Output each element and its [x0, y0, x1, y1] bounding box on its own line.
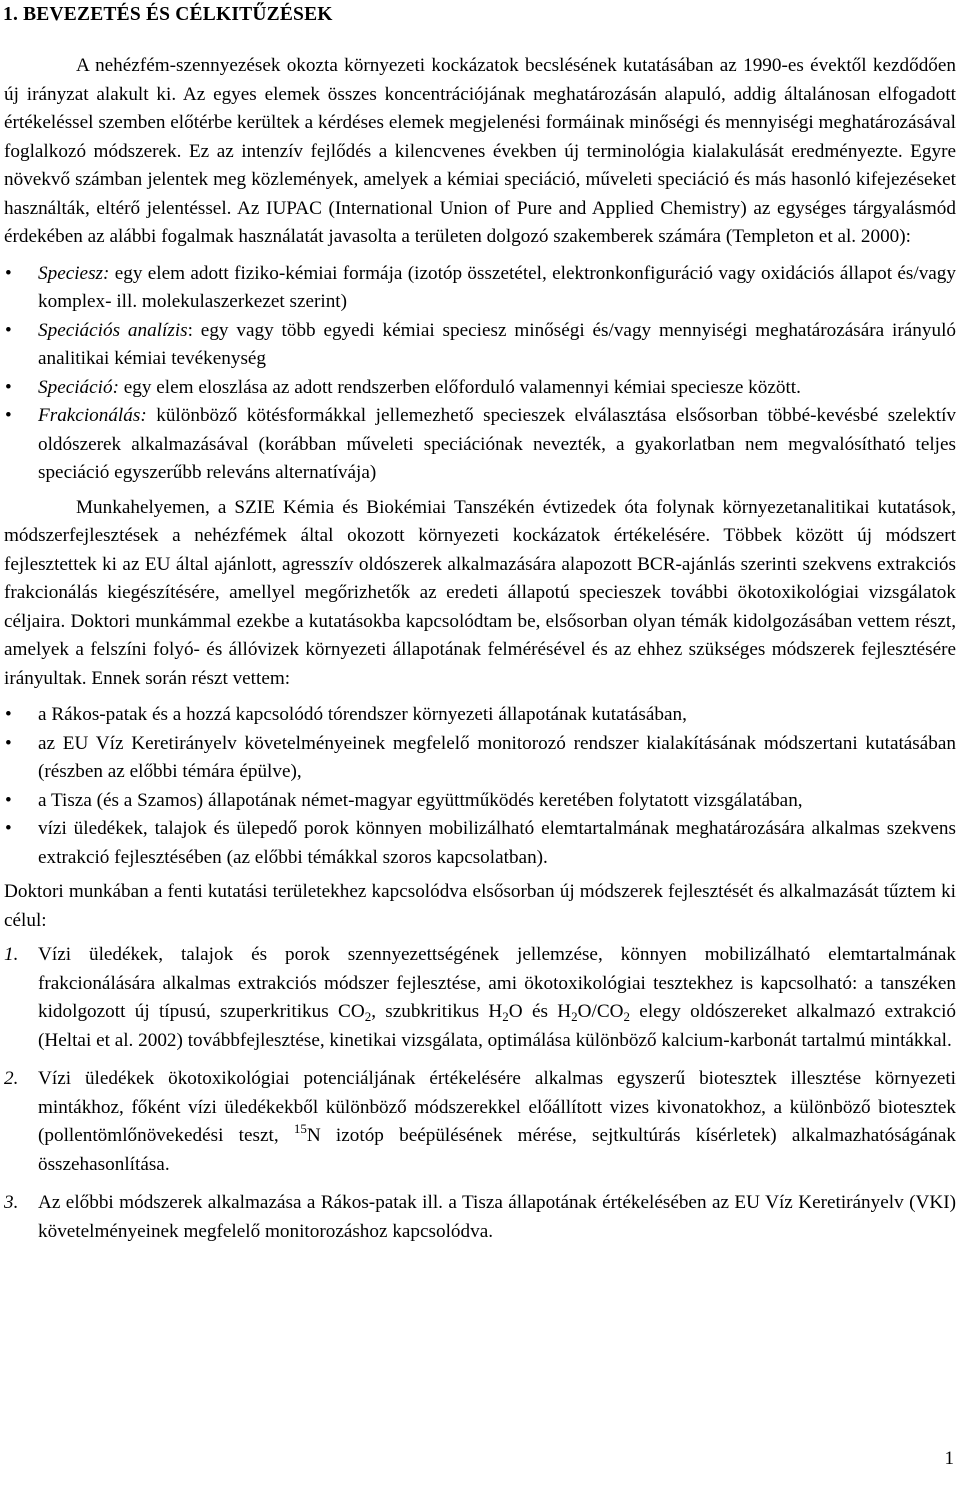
- bullet-icon: •: [5, 319, 12, 341]
- page-number: 1: [944, 1448, 954, 1469]
- goals-list: [4, 941, 956, 1246]
- goals-intro-paragraph: Doktori munkában a fenti kutatási területekhez kapcsolódva elsősorban új módszerek fejlesztését és alkalmazását tűztem ki célul:: [4, 881, 956, 931]
- definition-term: Speciesz:: [38, 262, 110, 284]
- bullet-icon: •: [5, 704, 12, 725]
- bullet-icon: •: [5, 376, 12, 398]
- goal-number: 3.: [4, 1192, 19, 1213]
- definition-term: Speciáció:: [38, 376, 119, 398]
- subscript: 2: [364, 1009, 372, 1024]
- section-heading: 1. BEVEZETÉS ÉS CÉLKITŰZÉSEK: [3, 4, 333, 25]
- task-text: az EU Víz Keretirányelv követelményeinek megfelelő monitorozó rendszer kialakításának módszertani kutatásában (részben az előbbi témára épülve),: [38, 732, 956, 782]
- task-text: vízi üledékek, talajok és ülepedő porok könnyen mobilizálható elemtartalmának meghatározására alkalmas szekvens extrakció fejlesztésében (az előbbi témákkal szoros kapcsolatban).: [38, 818, 956, 868]
- goal-item: [4, 1065, 956, 1179]
- subscript: 2: [623, 1009, 630, 1024]
- goal-text: O és H: [508, 1001, 572, 1022]
- goal-text: O/CO: [577, 1001, 624, 1022]
- definition-text: különböző kötésformákkal jellemezhető specieszek elválasztása elsősorban többé-kevésbé szelektív oldószerek alkalmazásával (korábban műveleti speciációnak nevezték, a gyakorlatban nem megvalósítható teljes speciáció egyszerűbb releváns alternatívája): [38, 405, 956, 483]
- task-item: [4, 815, 956, 872]
- superscript: 15: [293, 1121, 307, 1136]
- definition-term: Frakcionálás:: [38, 405, 147, 426]
- goal-text: Vízi üledékek ökotoxikológiai potenciáljának értékelésére alkalmas egyszerű biotesztek illesztése környezeti mintákhoz, főként vízi üledékekből különböző módszerekkel előállított vizes kivonatokhoz, a különböző biotesztek (pollentömlőnövekedési teszt,: [38, 1068, 956, 1146]
- task-item: [4, 701, 956, 730]
- bullet-icon: •: [5, 818, 12, 839]
- document-body: [4, 52, 956, 1256]
- goal-item: [4, 1189, 956, 1246]
- definition-text: : egy vagy több egyedi kémiai speciesz minőségi és/vagy mennyiségi meghatározására irányuló analitikai kémiai tevékenység: [38, 319, 956, 369]
- definition-text: egy elem adott fiziko-kémiai formája (izotóp összetétel, elektronkonfiguráció vagy oxidációs állapot és/vagy komplex- ill. molekulaszerkezet szerint): [38, 262, 956, 312]
- intro-paragraph: A nehézfém-szennyezések okozta környezeti kockázatok becslésének kutatásában az 1990-es évektől kezdődően új irányzat alakult ki. Az egyes elemek összes koncentrációjának meghatározásán alapuló, addig általánosan elfogadott értékeléssel szemben előtérbe kerültek a kérdéses elemek megjelenési formáinak minőségi és mennyiségi meghatározásával foglalkozó módszerek. Ez az intenzív fejlődés a kilencvenes években új terminológia kialakulását eredményezte. Egyre növekvő számban jelentek meg közlemények, amelyek a kémiai speciáció, műveleti speciáció és más hasonló kifejezéseket használták, eltérő jelentéssel. Az IUPAC (International Union of Pure and Applied Chemistry) az egységes tárgyalásmód érdekében az alábbi fogalmak használatát javasolta a területen dolgozó szakemberek számára (Templeton et al. 2000):: [4, 55, 956, 247]
- bullet-icon: •: [5, 262, 12, 284]
- goal-item: [4, 941, 956, 1055]
- bullet-icon: •: [5, 405, 12, 426]
- task-text: a Tisza (és a Szamos) állapotának német-magyar együttműködés keretében folytatott vizsgálatában,: [38, 789, 803, 811]
- goal-text: elegy oldószereket alkalmazó extrakció (Heltai et al. 2002) továbbfejlesztése, kinetikai vizsgálata, optimálása különböző kalcium-karbonát tartalmú mintákkal.: [38, 1001, 956, 1051]
- goal-text: Vízi üledékek, talajok és porok szennyezettségének jellemzése, könnyen mobilizálható elemtartalmának frakcionálására alkalmas extrakciós módszer fejlesztése, ami ökotoxikológiai tesztekhez is kapcsolható: a tanszéken kidolgozott új típusú, szuperkritikus CO: [38, 944, 956, 1022]
- goal-number: 1.: [4, 944, 19, 965]
- definition-item: [4, 260, 956, 317]
- definition-list: [4, 260, 956, 488]
- goal-text: Az előbbi módszerek alkalmazása a Rákos-patak ill. a Tisza állapotának értékelésében az EU Víz Keretirányelv (VKI) követelményeinek megfelelő monitorozáshoz kapcsolódva.: [38, 1192, 956, 1242]
- task-list: [4, 701, 956, 872]
- definition-item: [4, 317, 956, 374]
- goal-text: , szubkritikus H: [371, 1001, 503, 1022]
- definition-term: Speciációs analízis: [38, 319, 188, 341]
- bullet-icon: •: [5, 732, 12, 754]
- definition-text: egy elem eloszlása az adott rendszerben előforduló valamennyi kémiai speciesze között.: [118, 376, 801, 398]
- workplace-paragraph: Munkahelyemen, a SZIE Kémia és Biokémiai Tanszékén évtizedek óta folynak környezetanalitikai kutatások, módszerfejlesztések a nehézfémek által okozott környezeti kockázatok értékelésére. Többek között új módszert fejlesztettek ki az EU által ajánlott, agresszív oldószerek alkalmazására alapozott BCR-ajánlás szerinti szekvens extrakciós frakcionálás kiegészítésére, amellyel megőrizhetők az eredeti állapotú specieszek további ökotoxikológiai vizsgálatok céljaira. Doktori munkámmal ezekbe a kutatásokba kapcsolódtam be, elsősorban olyan témák kidolgozásában vettem részt, amelyek a felszíni folyó- és állóvizek környezeti állapotának felmérésével és az ehhez szükséges módszerek fejlesztésére irányultak. Ennek során részt vettem:: [4, 496, 956, 689]
- bullet-icon: •: [5, 789, 12, 811]
- subscript: 2: [502, 1009, 509, 1024]
- goal-number: 2.: [4, 1068, 19, 1089]
- task-text: a Rákos-patak és a hozzá kapcsolódó tórendszer környezeti állapotának kutatásában,: [38, 704, 687, 725]
- definition-item: [4, 402, 956, 488]
- task-item: [4, 730, 956, 787]
- subscript: 2: [571, 1009, 578, 1024]
- goal-text: N izotóp beépülésének mérése, sejtkultúrás kísérletek) alkalmazhatóságának összehasonlítása.: [38, 1125, 956, 1175]
- definition-item: [4, 374, 956, 403]
- task-item: [4, 787, 956, 816]
